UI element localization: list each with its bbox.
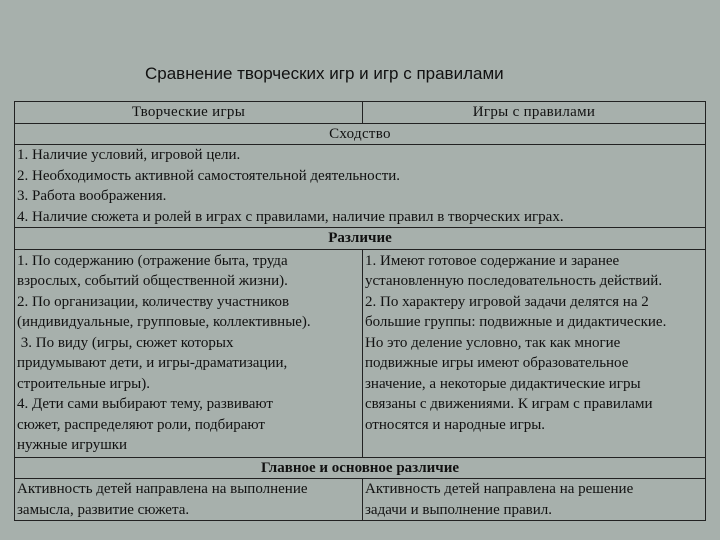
difference-content-row bbox=[15, 250, 705, 458]
difference-rules-text bbox=[363, 250, 705, 457]
similarity-item: 1. Наличие условий, игровой цели. bbox=[17, 147, 241, 163]
difference-creative-text bbox=[15, 250, 363, 457]
text-line: сюжет, распределяют роли, подбирают bbox=[17, 416, 265, 433]
text-line: (индивидуальные, групповые, коллективные). bbox=[17, 314, 311, 330]
text-line: значение, а некоторые дидактические игры bbox=[365, 375, 641, 392]
main-difference-heading-row bbox=[15, 458, 705, 480]
similarity-heading-row bbox=[15, 124, 705, 146]
text-line: нужные игрушки bbox=[17, 437, 128, 453]
text-line: 4. Дети сами выбирают тему, развивают bbox=[17, 396, 273, 412]
similarity-list bbox=[15, 145, 705, 227]
text-line: взрослых, событий общественной жизни). bbox=[17, 273, 288, 289]
table-header-row bbox=[15, 102, 705, 124]
text-line: относятся и народные игры. bbox=[365, 416, 546, 433]
similarity-item: 3. Работа воображения. bbox=[17, 188, 167, 204]
text-line: 1. Имеют готовое содержание и заранее bbox=[365, 252, 620, 269]
text-line: задачи и выполнение правил. bbox=[365, 501, 553, 518]
similarity-heading: Сходство bbox=[329, 125, 391, 142]
slide-title: Сравнение творческих игр и игр с правилами bbox=[145, 64, 504, 83]
similarity-items-row bbox=[15, 145, 705, 228]
text-line: подвижные игры имеют образовательное bbox=[365, 355, 629, 371]
header-rule-games: Игры с правилами bbox=[472, 104, 596, 120]
text-line: 2. По характеру игровой задачи делятся на 2 bbox=[365, 293, 649, 310]
text-line: придумывают дети, и игры-драматизации, bbox=[17, 355, 288, 371]
difference-heading: Различие bbox=[328, 230, 392, 246]
text-line: Но это деление условно, так как многие bbox=[365, 334, 621, 351]
header-creative-games: Творческие игры bbox=[15, 102, 363, 123]
text-line: связаны с движениями. К играм с правилами bbox=[365, 396, 653, 412]
text-line: большие группы: подвижные и дидактические. bbox=[365, 314, 667, 330]
main-difference-content-row bbox=[15, 479, 705, 520]
main-difference-rules-text bbox=[363, 479, 705, 520]
text-line: строительные игры). bbox=[17, 375, 150, 392]
text-line: 3. По виду (игры, сюжет которых bbox=[17, 334, 234, 351]
text-line: 2. По организации, количеству участников bbox=[17, 293, 290, 310]
similarity-item: 2. Необходимость активной самостоятельной деятельности. bbox=[17, 167, 401, 184]
main-difference-heading: Главное и основное различие bbox=[260, 459, 460, 476]
text-line: Активность детей направлена на решение bbox=[365, 481, 634, 497]
difference-heading-row bbox=[15, 228, 705, 250]
main-difference-creative-text bbox=[15, 479, 363, 520]
text-line: 1. По содержанию (отражение быта, труда bbox=[17, 252, 288, 269]
text-line: установленную последовательность действий. bbox=[365, 273, 663, 289]
comparison-table bbox=[14, 101, 706, 521]
text-line: замысла, развитие сюжета. bbox=[17, 501, 190, 518]
text-line: Активность детей направлена на выполнение bbox=[17, 481, 308, 497]
similarity-item: 4. Наличие сюжета и ролей в играх с правилами, наличие правил в творческих играх. bbox=[17, 208, 564, 225]
